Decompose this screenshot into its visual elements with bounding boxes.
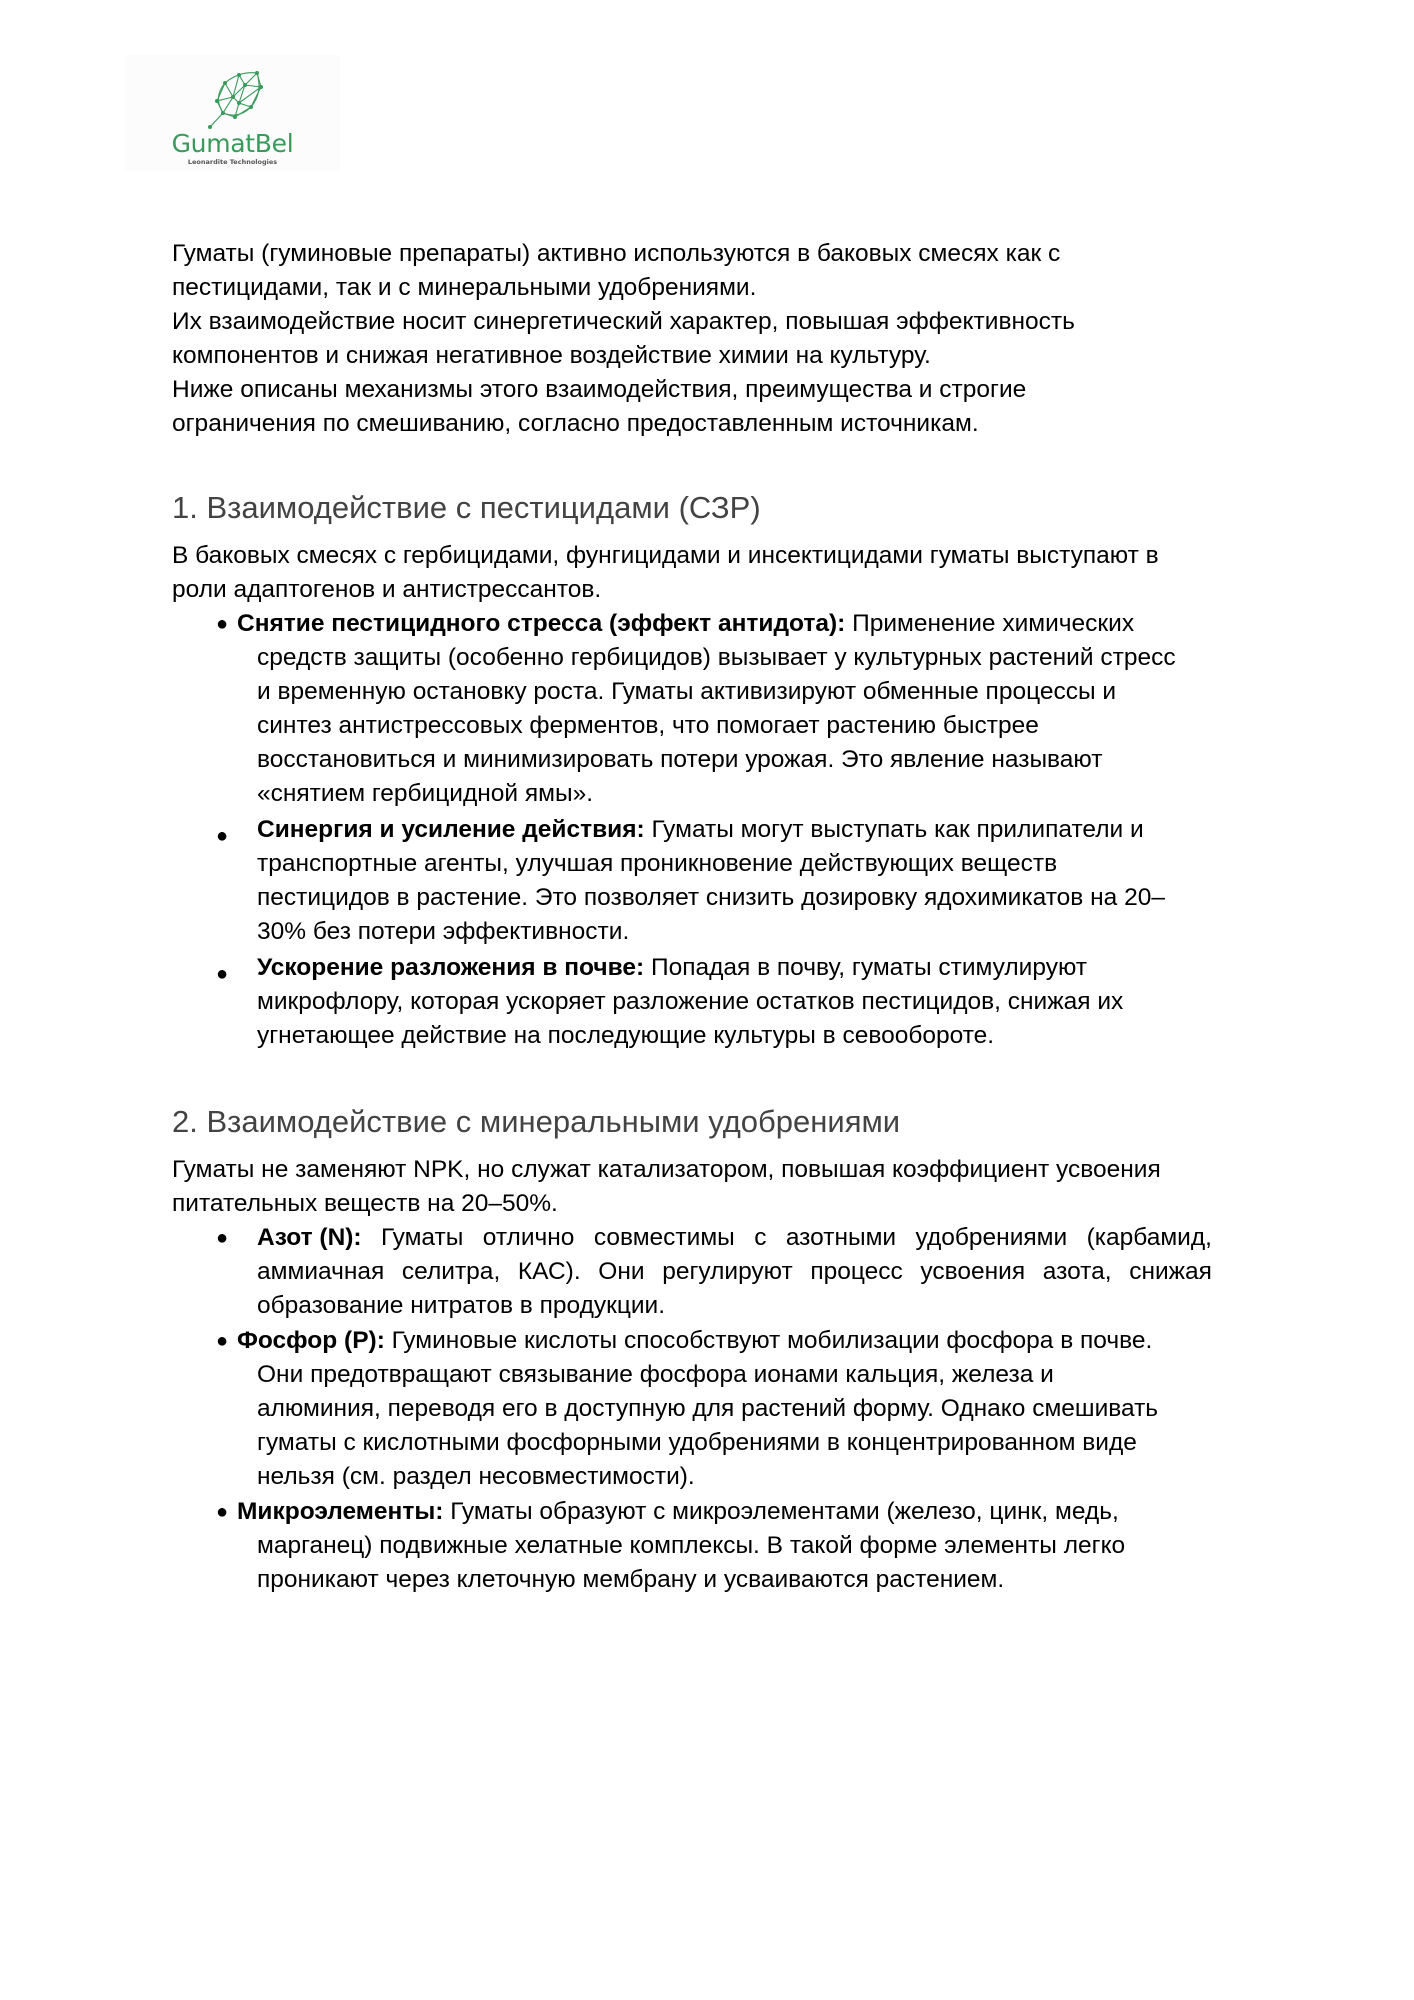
word: аммиачная: [257, 1258, 385, 1285]
text-line: пестицидов в растение. Это позволяет снизить дозировку ядохимикатов на 20–: [257, 884, 1165, 911]
logo-brand-name: GumatBel: [171, 129, 294, 158]
bullet-icon: ●: [216, 825, 229, 847]
word: селитра,: [401, 1258, 501, 1285]
text-line: Гуматы (гуминовые препараты) активно используются в баковых смесях как с: [172, 240, 1061, 267]
bullet-icon: ●: [216, 1227, 229, 1249]
text-line: проникают через клеточную мембрану и усваиваются растением.: [257, 1566, 1005, 1593]
text-line: образование нитратов в продукции.: [257, 1292, 666, 1319]
text-line: компонентов и снижая негативное воздействие химии на культуру.: [172, 342, 931, 369]
word: регулируют: [662, 1258, 793, 1285]
text-line: транспортные агенты, улучшая проникновение действующих веществ: [257, 850, 1058, 877]
text-line: пестицидами, так и с минеральными удобрениями.: [172, 274, 757, 301]
text-line: синтез антистрессовых ферментов, что помогает растению быстрее: [257, 712, 1039, 739]
list-item-title: Снятие пестицидного стресса (эффект антидота):: [237, 610, 846, 637]
list-item-first-line: [237, 1324, 1152, 1358]
list-item-first-line: [257, 1221, 1212, 1255]
word: КАС).: [517, 1258, 581, 1285]
word: Гуматы: [380, 1224, 464, 1251]
list-item-text: Гуматы образуют с микроэлементами (железо, цинк, медь,: [443, 1498, 1119, 1525]
word: удобрениями: [915, 1224, 1068, 1251]
list-item-title: Ускорение разложения в почве:: [257, 954, 645, 981]
list-item-title: Азот (N):: [257, 1224, 362, 1251]
text-line: угнетающее действие на последующие культуры в севообороте.: [257, 1022, 995, 1049]
list-item-first-line: [237, 1495, 1119, 1529]
list-item-text: Попадая в почву, гуматы стимулируют: [644, 954, 1088, 981]
word: азотными: [785, 1224, 897, 1251]
list-item-first-line: [257, 951, 1087, 985]
text-line: Ниже описаны механизмы этого взаимодействия, преимущества и строгие: [172, 376, 1027, 403]
text-line: алюминия, переводя его в доступную для растений форму. Однако смешивать: [257, 1395, 1159, 1422]
word: с: [754, 1224, 767, 1251]
text-line: 30% без потери эффективности.: [257, 918, 630, 945]
word: (карбамид,: [1086, 1224, 1212, 1251]
word: усвоения: [920, 1258, 1026, 1285]
text-line: ограничения по смешиванию, согласно предоставленным источникам.: [172, 410, 979, 437]
bullet-icon: ●: [216, 1501, 229, 1523]
bullet-icon: ●: [216, 613, 229, 635]
list-item-title: Микроэлементы:: [237, 1498, 444, 1525]
text-line: и временную остановку роста. Гуматы активизируют обменные процессы и: [257, 678, 1117, 705]
word: процесс: [810, 1258, 903, 1285]
text-line: микрофлору, которая ускоряет разложение остатков пестицидов, снижая их: [257, 988, 1124, 1015]
company-logo: [125, 55, 340, 170]
list-item-title: Фосфор (P):: [237, 1327, 385, 1354]
list-item-text: Применение химических: [845, 610, 1135, 637]
section-heading-fertilizers: 2. Взаимодействие с минеральными удобрениями: [172, 1104, 901, 1139]
text-line: В баковых смесях с гербицидами, фунгицидами и инсектицидами гуматы выступают в: [172, 542, 1159, 569]
leaf-network-icon: [205, 67, 265, 131]
bullet-icon: ●: [216, 963, 229, 985]
word: Они: [598, 1258, 645, 1285]
word: азота,: [1042, 1258, 1112, 1285]
text-line: марганец) подвижные хелатные комплексы. В такой форме элементы легко: [257, 1532, 1126, 1559]
list-item-first-line: [237, 607, 1134, 641]
word: совместимы: [593, 1224, 735, 1251]
text-line: нельзя (см. раздел несовместимости).: [257, 1463, 695, 1490]
text-line: Их взаимодействие носит синергетический характер, повышая эффективность: [172, 308, 1075, 335]
word: снижая: [1129, 1258, 1212, 1285]
list-item-title: Синергия и усиление действия:: [257, 816, 645, 843]
list-item-text: Гуминовые кислоты способствуют мобилизации фосфора в почве.: [384, 1327, 1153, 1354]
section-heading-pesticides: 1. Взаимодействие с пестицидами (СЗР): [172, 490, 761, 525]
text-line: роли адаптогенов и антистрессантов.: [172, 576, 602, 603]
text-line: [257, 1255, 1212, 1289]
text-line: восстановиться и минимизировать потери урожая. Это явление называют: [257, 746, 1103, 773]
list-item-text: Гуматы могут выступать как прилипатели и: [644, 816, 1144, 843]
bullet-icon: ●: [216, 1330, 229, 1352]
text-line: гуматы с кислотными фосфорными удобрениями в концентрированном виде: [257, 1429, 1137, 1456]
text-line: Гуматы не заменяют NPK, но служат катализатором, повышая коэффициент усвоения: [172, 1156, 1161, 1183]
list-item-first-line: [257, 813, 1144, 847]
text-line: питательных веществ на 20–50%.: [172, 1190, 558, 1217]
text-line: средств защиты (особенно гербицидов) вызывает у культурных растений стресс: [257, 644, 1176, 671]
text-line: Они предотвращают связывание фосфора ионами кальция, железа и: [257, 1361, 1054, 1388]
word: отлично: [482, 1224, 575, 1251]
logo-tagline: Leonardite Technologies: [187, 158, 278, 166]
text-line: «снятием гербицидной ямы».: [257, 780, 594, 807]
